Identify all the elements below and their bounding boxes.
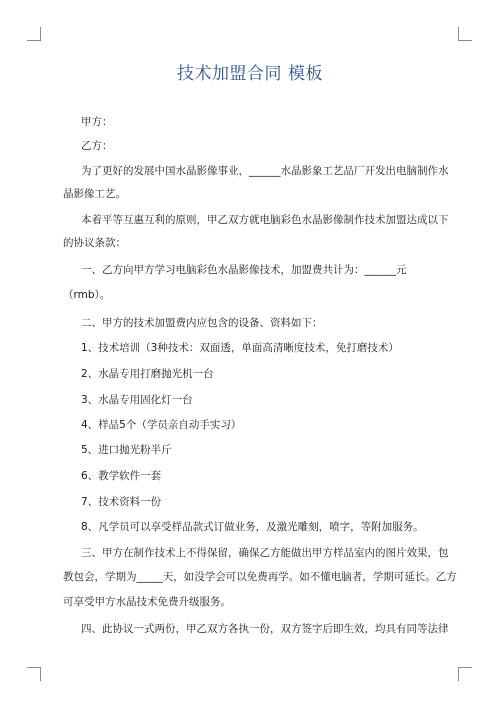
crop-mark-bottom-left: [27, 667, 41, 681]
party-b-line: 乙方：: [81, 140, 113, 152]
list-item: 7、技术资料一份: [81, 496, 162, 508]
list-item: 4、样品5个（学员亲自动手实习）: [81, 419, 242, 431]
crop-mark-top-left: [27, 27, 41, 41]
list-item: 6、教学软件一套: [81, 470, 162, 482]
list-item: 2、水晶专用打磨抛光机一台: [81, 368, 214, 380]
paragraph-line: 晶影像工艺。: [63, 188, 126, 200]
clause-line: 三、甲方在制作技术上不得保留，确保乙方能做出甲方样品室内的图片效果，包: [81, 547, 449, 559]
crop-mark-top-right: [458, 27, 472, 41]
list-item: 8、凡学员可以享受样品款式订做业务，及激光雕刻，喷字，等附加服务。: [81, 521, 424, 533]
clause-line: 教包会，学期为_____天，如没学会可以免费再学。如不懂电脑者，学期可延长。乙方: [63, 571, 457, 583]
clause-line: 二、甲方的技术加盟费内应包含的设备、资料如下：: [81, 317, 323, 329]
paragraph-line: 的协议条款：: [63, 237, 126, 249]
crop-mark-bottom-right: [458, 667, 472, 681]
party-a-line: 甲方：: [81, 116, 113, 128]
clause-line: 可享受甲方水晶技术免费升级服务。: [63, 596, 231, 608]
paragraph-line: 本着平等互惠互利的原则，甲乙双方就电脑彩色水晶影像制作技术加盟达成以下: [81, 214, 449, 226]
list-item: 5、进口抛光粉半斤: [81, 444, 172, 456]
clause-line: （rmb）。: [63, 289, 111, 301]
clause-line: 四、此协议一式两份，甲乙双方各执一份，双方签字后即生效，均具有同等法律: [81, 623, 449, 635]
document-title: 技术加盟合同 模板: [177, 64, 323, 84]
paragraph-line: 为了更好的发展中国水晶影像事业，______水晶影象工艺品厂开发出电脑制作水: [81, 165, 449, 177]
list-item: 3、水晶专用固化灯一台: [81, 394, 193, 406]
clause-line: 一、乙方向甲方学习电脑彩色水晶影像技术，加盟费共计为：______元: [81, 264, 407, 276]
list-item: 1、技术培训（3种技术：双面透，单面高清晰度技术，免打磨技术）: [81, 342, 399, 354]
